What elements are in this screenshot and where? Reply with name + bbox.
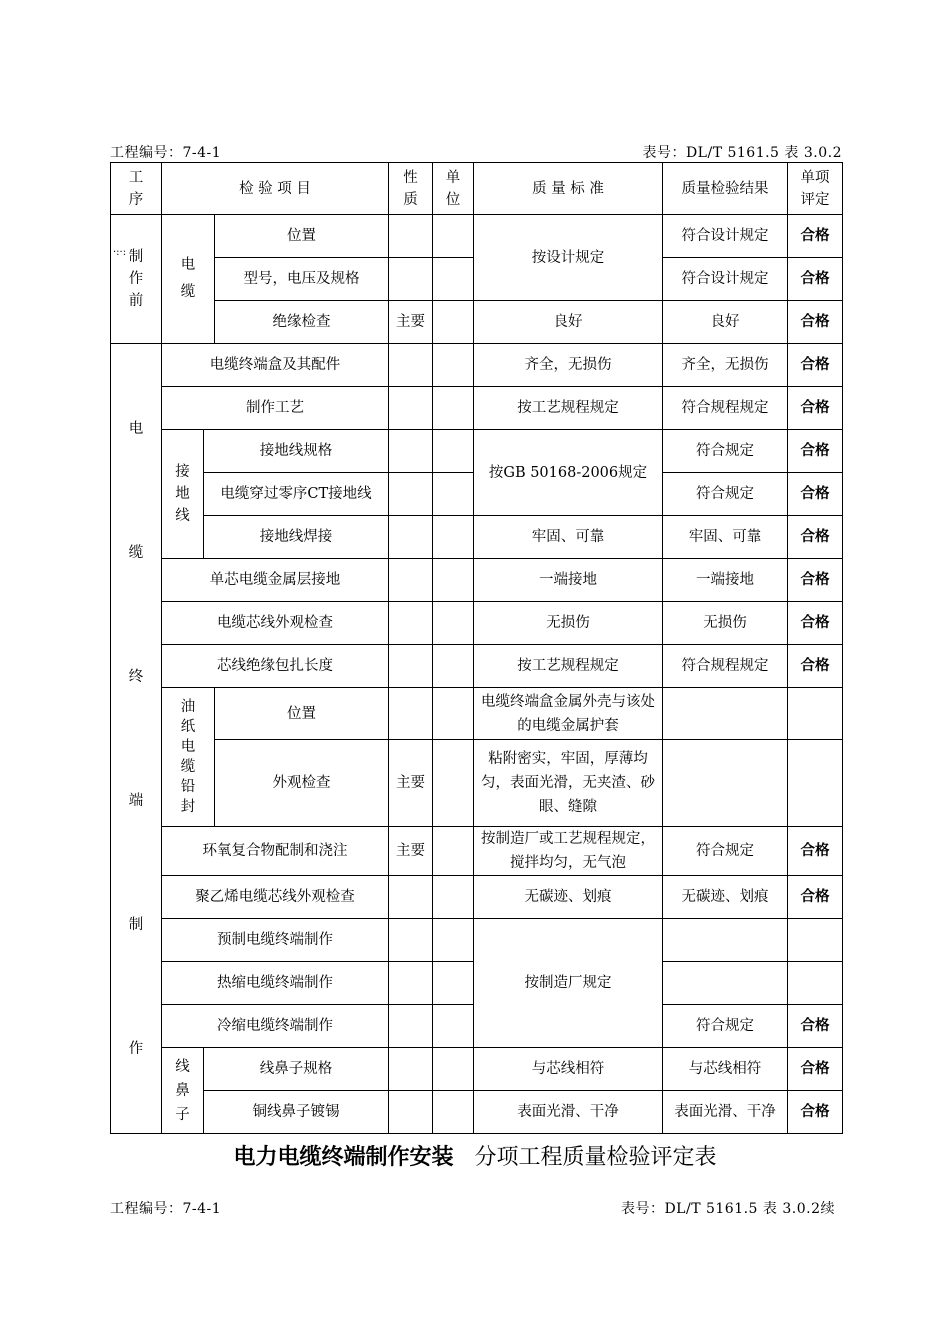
unit-cell: [433, 215, 474, 258]
result-cell: 齐全，无损伤: [663, 344, 788, 387]
standard-cell: 电缆终端盒金属外壳与该处的电缆金属护套: [474, 688, 663, 740]
standard-cell: 无碳迹、划痕: [474, 876, 663, 919]
standard-cell: 按工艺规程规定: [474, 387, 663, 430]
standard-cell: 无损伤: [474, 602, 663, 645]
nature-cell: [389, 430, 433, 473]
standard-cell: 粘附密实，牢固，厚薄均匀，表面光滑，无夹渣、砂眼、缝隙: [474, 740, 663, 827]
nature-cell: [389, 559, 433, 602]
footer-project-number: 工程编号：7-4-1: [110, 1201, 222, 1217]
standard-cell: 与芯线相符: [474, 1048, 663, 1091]
table-row: [111, 344, 843, 387]
unit-cell: [433, 344, 474, 387]
unit-cell: [433, 559, 474, 602]
unit-cell: [433, 876, 474, 919]
result-cell: 表面光滑、干净: [663, 1091, 788, 1134]
nature-cell: 主要: [389, 827, 433, 876]
nature-cell: [389, 602, 433, 645]
result-cell: 符合规定: [663, 430, 788, 473]
unit-cell: [433, 1048, 474, 1091]
item-cell: 聚乙烯电缆芯线外观检查: [162, 876, 389, 919]
grade-cell: [788, 919, 843, 962]
result-cell: [663, 919, 788, 962]
grade-cell: 合格: [788, 827, 843, 876]
result-cell: 符合规程规定: [663, 387, 788, 430]
item-cell: 接地线规格: [204, 430, 389, 473]
nature-cell: [389, 962, 433, 1005]
item-cell: 制作工艺: [162, 387, 389, 430]
grade-cell: 合格: [788, 430, 843, 473]
result-cell: 无碳迹、划痕: [663, 876, 788, 919]
nature-cell: 主要: [389, 301, 433, 344]
standard-cell: 按工艺规程规定: [474, 645, 663, 688]
grade-cell: 合格: [788, 645, 843, 688]
unit-cell: [433, 688, 474, 740]
item-cell: 单芯电缆金属层接地: [162, 559, 389, 602]
item-cell: 电缆芯线外观检查: [162, 602, 389, 645]
item-cell: 芯线绝缘包扎长度: [162, 645, 389, 688]
result-cell: 牢固、可靠: [663, 516, 788, 559]
process-pre: ·:·: 制作前: [111, 215, 162, 344]
grade-cell: 合格: [788, 387, 843, 430]
nature-cell: [389, 645, 433, 688]
grade-cell: 合格: [788, 559, 843, 602]
process-main: 电缆终端制作: [111, 344, 162, 1134]
grade-cell: 合格: [788, 516, 843, 559]
grade-cell: 合格: [788, 876, 843, 919]
table-row: [111, 602, 843, 645]
unit-cell: [433, 473, 474, 516]
item-cell: 位置: [215, 688, 389, 740]
footer-form-number: 表号：DL/T 5161.5 表 3.0.2续: [620, 1201, 835, 1217]
unit-cell: [433, 258, 474, 301]
col-unit-header: 单位: [433, 163, 474, 215]
result-cell: [663, 688, 788, 740]
unit-cell: [433, 430, 474, 473]
grade-cell: [788, 688, 843, 740]
unit-cell: [433, 919, 474, 962]
result-cell: 符合规定: [663, 473, 788, 516]
item-cell: 铜线鼻子镀锡: [204, 1091, 389, 1134]
sub-ground: 接地线: [162, 430, 204, 559]
nature-cell: [389, 1005, 433, 1048]
title-part2: 分项工程质量检验评定表: [474, 1145, 717, 1170]
standard-cell: 齐全，无损伤: [474, 344, 663, 387]
nature-cell: [389, 919, 433, 962]
col-grade-header: 单项评定: [788, 163, 843, 215]
unit-cell: [433, 1005, 474, 1048]
standard-cell: 按制造厂或工艺规程规定，搅拌均匀，无气泡: [474, 827, 663, 876]
nature-cell: [389, 387, 433, 430]
item-cell: 环氧复合物配制和浇注: [162, 827, 389, 876]
table-row: [111, 1091, 843, 1134]
nature-cell: [389, 1091, 433, 1134]
nature-cell: [389, 215, 433, 258]
standard-cell: 表面光滑、干净: [474, 1091, 663, 1134]
unit-cell: [433, 602, 474, 645]
nature-cell: [389, 344, 433, 387]
item-cell: 外观检查: [215, 740, 389, 827]
unit-cell: [433, 645, 474, 688]
nature-cell: 主要: [389, 740, 433, 827]
table-row: [111, 919, 843, 962]
unit-cell: [433, 827, 474, 876]
result-cell: 符合规定: [663, 1005, 788, 1048]
grade-cell: 合格: [788, 1091, 843, 1134]
standard-cell: 按设计规定: [474, 215, 663, 301]
result-cell: 符合设计规定: [663, 215, 788, 258]
sub-lug: 线鼻子: [162, 1048, 204, 1134]
result-cell: 良好: [663, 301, 788, 344]
nature-cell: [389, 258, 433, 301]
result-cell: 符合规定: [663, 827, 788, 876]
grade-cell: 合格: [788, 1048, 843, 1091]
table-row: [111, 688, 843, 740]
grade-cell: 合格: [788, 473, 843, 516]
item-cell: 电缆终端盒及其配件: [162, 344, 389, 387]
item-cell: 线鼻子规格: [204, 1048, 389, 1091]
unit-cell: [433, 301, 474, 344]
col-process-header: 工序: [111, 163, 162, 215]
col-nature-header: 性质: [389, 163, 433, 215]
grade-cell: 合格: [788, 602, 843, 645]
table-header-row: [111, 163, 843, 215]
result-cell: [663, 962, 788, 1005]
table-row: [111, 876, 843, 919]
unit-cell: [433, 962, 474, 1005]
inspection-table: [110, 162, 843, 1134]
item-cell: 热缩电缆终端制作: [162, 962, 389, 1005]
table-row: [111, 516, 843, 559]
sub-lead-seal: 油纸电缆铅封: [162, 688, 215, 827]
standard-cell: 良好: [474, 301, 663, 344]
item-cell: 位置: [215, 215, 389, 258]
standard-cell: 按GB 50168-2006规定: [474, 430, 663, 516]
table-row: [111, 740, 843, 827]
nature-cell: [389, 876, 433, 919]
nature-cell: [389, 688, 433, 740]
page-title: [0, 1140, 950, 1171]
table-row: [111, 301, 843, 344]
item-cell: 绝缘检查: [215, 301, 389, 344]
item-cell: 型号，电压及规格: [215, 258, 389, 301]
item-cell: 接地线焊接: [204, 516, 389, 559]
sub-cable: 电缆: [162, 215, 215, 344]
result-cell: 符合规程规定: [663, 645, 788, 688]
col-item-header: 检 验 项 目: [162, 163, 389, 215]
standard-cell: 牢固、可靠: [474, 516, 663, 559]
title-part1: 电力电缆终端制作安装: [233, 1144, 454, 1170]
unit-cell: [433, 1091, 474, 1134]
item-cell: 预制电缆终端制作: [162, 919, 389, 962]
nature-cell: [389, 473, 433, 516]
form-number: 表号：DL/T 5161.5 表 3.0.2: [642, 145, 842, 161]
grade-cell: 合格: [788, 215, 843, 258]
table-row: [111, 645, 843, 688]
item-cell: 冷缩电缆终端制作: [162, 1005, 389, 1048]
nature-cell: [389, 1048, 433, 1091]
unit-cell: [433, 516, 474, 559]
unit-cell: [433, 740, 474, 827]
table-row: [111, 559, 843, 602]
table-row: [111, 1048, 843, 1091]
standard-cell: 一端接地: [474, 559, 663, 602]
result-cell: [663, 740, 788, 827]
grade-cell: [788, 962, 843, 1005]
nature-cell: [389, 516, 433, 559]
col-standard-header: 质 量 标 准: [474, 163, 663, 215]
standard-cell: 按制造厂规定: [474, 919, 663, 1048]
grade-cell: 合格: [788, 344, 843, 387]
grade-cell: 合格: [788, 1005, 843, 1048]
unit-cell: [433, 387, 474, 430]
result-cell: 一端接地: [663, 559, 788, 602]
grade-cell: 合格: [788, 301, 843, 344]
table-row: [111, 430, 843, 473]
grade-cell: [788, 740, 843, 827]
result-cell: 与芯线相符: [663, 1048, 788, 1091]
table-row: [111, 215, 843, 258]
project-number: 工程编号：7-4-1: [110, 145, 222, 161]
result-cell: 符合设计规定: [663, 258, 788, 301]
item-cell: 电缆穿过零序CT接地线: [204, 473, 389, 516]
table-row: [111, 387, 843, 430]
table-row: [111, 827, 843, 876]
result-cell: 无损伤: [663, 602, 788, 645]
grade-cell: 合格: [788, 258, 843, 301]
col-result-header: 质量检验结果: [663, 163, 788, 215]
